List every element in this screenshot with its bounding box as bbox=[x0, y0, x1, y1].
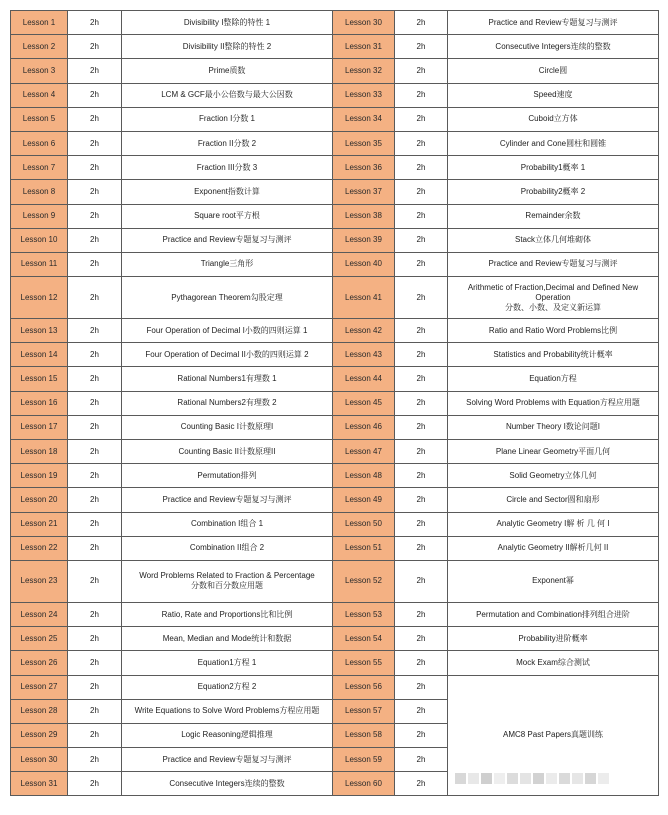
topic-text: Cuboid立方体 bbox=[528, 114, 578, 124]
lesson-hours: 2h bbox=[68, 107, 122, 131]
lesson-hours: 2h bbox=[68, 343, 122, 367]
lesson-number: Lesson 49 bbox=[333, 488, 395, 512]
lesson-hours: 2h bbox=[395, 488, 448, 512]
topic-text-cn: 分数、小数、及定义新运算 bbox=[505, 302, 601, 312]
topic-text: Rational Numbers1有理数 1 bbox=[177, 374, 277, 384]
lesson-hours: 2h bbox=[68, 204, 122, 228]
topic-text: Equation方程 bbox=[529, 374, 577, 384]
lesson-number: Lesson 43 bbox=[333, 343, 395, 367]
topic-text: Practice and Review专题复习与测评 bbox=[488, 17, 618, 27]
table-row bbox=[11, 156, 659, 180]
topic-text: Four Operation of Decimal II小数的四则运算 2 bbox=[145, 349, 309, 359]
lesson-number: Lesson 27 bbox=[11, 675, 68, 699]
blurred-watermark bbox=[455, 773, 655, 795]
lesson-hours: 2h bbox=[395, 627, 448, 651]
lesson-number: Lesson 46 bbox=[333, 415, 395, 439]
lesson-topic bbox=[448, 464, 659, 488]
topic-text: Consecutive Integers连续的整数 bbox=[169, 778, 285, 788]
lesson-number: Lesson 25 bbox=[11, 627, 68, 651]
topic-text: Fraction III分数 3 bbox=[196, 162, 258, 172]
topic-text: Analytic Geometry I解 析 几 何 I bbox=[496, 519, 610, 529]
lesson-hours: 2h bbox=[68, 699, 122, 723]
topic-text: Word Problems Related to Fraction & Percentage bbox=[139, 571, 315, 581]
lesson-hours: 2h bbox=[68, 560, 122, 602]
topic-text: Speed速度 bbox=[533, 90, 573, 100]
topic-text: Mean, Median and Mode统计和数据 bbox=[162, 633, 292, 643]
lesson-hours: 2h bbox=[68, 156, 122, 180]
lesson-topic bbox=[122, 83, 333, 107]
lesson-hours: 2h bbox=[395, 11, 448, 35]
topic-text: Combination I组合 1 bbox=[190, 519, 264, 529]
lesson-number: Lesson 24 bbox=[11, 602, 68, 626]
lesson-hours: 2h bbox=[395, 560, 448, 602]
lesson-hours: 2h bbox=[68, 488, 122, 512]
table-row bbox=[11, 391, 659, 415]
lesson-number: Lesson 30 bbox=[333, 11, 395, 35]
lesson-topic bbox=[448, 252, 659, 276]
lesson-hours: 2h bbox=[395, 180, 448, 204]
lesson-topic bbox=[448, 440, 659, 464]
lesson-number: Lesson 60 bbox=[333, 772, 395, 796]
topic-text: Remainder余数 bbox=[525, 211, 581, 221]
topic-text: Practice and Review专题复习与测评 bbox=[488, 259, 618, 269]
lesson-topic bbox=[122, 35, 333, 59]
table-row bbox=[11, 464, 659, 488]
lesson-hours: 2h bbox=[68, 651, 122, 675]
lesson-number: Lesson 14 bbox=[11, 343, 68, 367]
lesson-number: Lesson 22 bbox=[11, 536, 68, 560]
lesson-number: Lesson 31 bbox=[11, 772, 68, 796]
lesson-hours: 2h bbox=[68, 536, 122, 560]
lesson-hours: 2h bbox=[395, 772, 448, 796]
table-row bbox=[11, 488, 659, 512]
lesson-number: Lesson 53 bbox=[333, 602, 395, 626]
lesson-topic bbox=[448, 651, 659, 675]
topic-text: Exponent指数计算 bbox=[194, 186, 260, 196]
topic-text: Arithmetic of Fraction,Decimal and Defined New Operation bbox=[467, 282, 639, 302]
topic-text-cn: 分数和百分数应用题 bbox=[191, 581, 263, 591]
lesson-hours: 2h bbox=[68, 464, 122, 488]
topic-text: Fraction I分数 1 bbox=[198, 114, 255, 124]
lesson-topic bbox=[448, 35, 659, 59]
table-row bbox=[11, 512, 659, 536]
table-row bbox=[11, 415, 659, 439]
lesson-number: Lesson 35 bbox=[333, 131, 395, 155]
lesson-topic bbox=[122, 536, 333, 560]
lesson-topic bbox=[448, 11, 659, 35]
lesson-hours: 2h bbox=[68, 367, 122, 391]
table-row bbox=[11, 11, 659, 35]
lesson-topic bbox=[122, 156, 333, 180]
lesson-hours: 2h bbox=[68, 772, 122, 796]
topic-text: Equation2方程 2 bbox=[197, 682, 257, 692]
lesson-schedule-table bbox=[10, 10, 659, 796]
topic-text: Pythagorean Theorem勾股定理 bbox=[171, 292, 283, 302]
topic-text: Prime质数 bbox=[208, 65, 246, 75]
lesson-number: Lesson 40 bbox=[333, 252, 395, 276]
lesson-number: Lesson 9 bbox=[11, 204, 68, 228]
lesson-number: Lesson 50 bbox=[333, 512, 395, 536]
lesson-number: Lesson 1 bbox=[11, 11, 68, 35]
lesson-number: Lesson 2 bbox=[11, 35, 68, 59]
lesson-number: Lesson 4 bbox=[11, 83, 68, 107]
lesson-number: Lesson 8 bbox=[11, 180, 68, 204]
lesson-topic bbox=[122, 675, 333, 699]
lesson-number: Lesson 42 bbox=[333, 319, 395, 343]
lesson-topic bbox=[122, 180, 333, 204]
topic-text: Stack立体几何堆砌体 bbox=[514, 235, 591, 245]
table-row bbox=[11, 83, 659, 107]
table-row bbox=[11, 204, 659, 228]
topic-text: Counting Basic I计数原理I bbox=[180, 422, 274, 432]
lesson-number: Lesson 48 bbox=[333, 464, 395, 488]
lesson-topic bbox=[448, 228, 659, 252]
lesson-topic bbox=[122, 367, 333, 391]
lesson-hours: 2h bbox=[395, 391, 448, 415]
lesson-topic bbox=[122, 59, 333, 83]
lesson-hours: 2h bbox=[395, 440, 448, 464]
lesson-number: Lesson 54 bbox=[333, 627, 395, 651]
lesson-hours: 2h bbox=[68, 415, 122, 439]
lesson-hours: 2h bbox=[68, 440, 122, 464]
lesson-hours: 2h bbox=[68, 627, 122, 651]
topic-text: Practice and Review专题复习与测评 bbox=[162, 235, 292, 245]
lesson-number: Lesson 55 bbox=[333, 651, 395, 675]
topic-text: Divisibility I整除的特性 1 bbox=[183, 17, 271, 27]
lesson-number: Lesson 37 bbox=[333, 180, 395, 204]
lesson-topic bbox=[122, 440, 333, 464]
lesson-number: Lesson 11 bbox=[11, 252, 68, 276]
lesson-topic bbox=[122, 512, 333, 536]
lesson-number: Lesson 20 bbox=[11, 488, 68, 512]
lesson-number: Lesson 12 bbox=[11, 277, 68, 319]
topic-text: LCM & GCF最小公倍数与最大公因数 bbox=[161, 90, 293, 100]
lesson-number: Lesson 21 bbox=[11, 512, 68, 536]
lesson-number: Lesson 26 bbox=[11, 651, 68, 675]
topic-text: Circle and Sector圆和扇形 bbox=[506, 494, 600, 504]
lesson-number: Lesson 10 bbox=[11, 228, 68, 252]
table-row bbox=[11, 228, 659, 252]
table-row bbox=[11, 277, 659, 319]
lesson-number: Lesson 52 bbox=[333, 560, 395, 602]
topic-text: Probability1概率 1 bbox=[520, 162, 586, 172]
lesson-number: Lesson 58 bbox=[333, 723, 395, 747]
lesson-hours: 2h bbox=[395, 512, 448, 536]
lesson-hours: 2h bbox=[68, 277, 122, 319]
topic-text: Probability进阶概率 bbox=[518, 633, 588, 643]
lesson-hours: 2h bbox=[68, 228, 122, 252]
lesson-hours: 2h bbox=[395, 699, 448, 723]
topic-text: Ratio, Rate and Proportions比和比例 bbox=[161, 609, 293, 619]
lesson-hours: 2h bbox=[395, 107, 448, 131]
lesson-number: Lesson 59 bbox=[333, 748, 395, 772]
lesson-number: Lesson 13 bbox=[11, 319, 68, 343]
table-row bbox=[11, 675, 659, 699]
lesson-topic bbox=[122, 627, 333, 651]
lesson-number: Lesson 17 bbox=[11, 415, 68, 439]
lesson-number: Lesson 30 bbox=[11, 748, 68, 772]
lesson-hours: 2h bbox=[395, 723, 448, 747]
lesson-number: Lesson 39 bbox=[333, 228, 395, 252]
lesson-number: Lesson 51 bbox=[333, 536, 395, 560]
lesson-topic bbox=[448, 107, 659, 131]
lesson-hours: 2h bbox=[395, 536, 448, 560]
lesson-topic bbox=[122, 252, 333, 276]
lesson-number: Lesson 7 bbox=[11, 156, 68, 180]
lesson-topic bbox=[122, 748, 333, 772]
lesson-topic bbox=[122, 772, 333, 796]
lesson-topic bbox=[122, 277, 333, 319]
topic-text: Ratio and Ratio Word Problems比例 bbox=[488, 325, 618, 335]
lesson-topic bbox=[448, 560, 659, 602]
lesson-number: Lesson 33 bbox=[333, 83, 395, 107]
topic-text: Square root平方根 bbox=[194, 211, 260, 221]
topic-text: Statistics and Probability统计概率 bbox=[493, 349, 613, 359]
topic-text: Mock Exam综合测试 bbox=[516, 657, 590, 667]
topic-text: Rational Numbers2有理数 2 bbox=[177, 398, 277, 408]
lesson-number: Lesson 44 bbox=[333, 367, 395, 391]
lesson-topic bbox=[122, 11, 333, 35]
table-row bbox=[11, 180, 659, 204]
topic-text: Equation1方程 1 bbox=[197, 657, 257, 667]
lesson-hours: 2h bbox=[395, 204, 448, 228]
topic-text: Exponent幂 bbox=[532, 576, 574, 586]
lesson-number: Lesson 19 bbox=[11, 464, 68, 488]
lesson-hours: 2h bbox=[68, 748, 122, 772]
lesson-topic bbox=[122, 651, 333, 675]
table-row bbox=[11, 107, 659, 131]
topic-text: Consecutive Integers连续的整数 bbox=[495, 41, 611, 51]
lesson-number: Lesson 6 bbox=[11, 131, 68, 155]
lesson-hours: 2h bbox=[395, 367, 448, 391]
lesson-topic bbox=[448, 319, 659, 343]
topic-text: Triangle三角形 bbox=[200, 259, 254, 269]
lesson-topic bbox=[122, 415, 333, 439]
lesson-topic bbox=[122, 107, 333, 131]
lesson-topic bbox=[122, 228, 333, 252]
lesson-number: Lesson 34 bbox=[333, 107, 395, 131]
topic-text: Number Theory I数论问题I bbox=[505, 422, 601, 432]
lesson-number: Lesson 23 bbox=[11, 560, 68, 602]
table-row bbox=[11, 131, 659, 155]
topic-text: Circle圆 bbox=[538, 65, 568, 75]
lesson-hours: 2h bbox=[68, 512, 122, 536]
lesson-hours: 2h bbox=[395, 252, 448, 276]
lesson-hours: 2h bbox=[68, 59, 122, 83]
lesson-hours: 2h bbox=[68, 252, 122, 276]
topic-text: Permutation and Combination排列组合进阶 bbox=[476, 609, 630, 619]
table-row bbox=[11, 560, 659, 602]
lesson-topic bbox=[122, 560, 333, 602]
lesson-hours: 2h bbox=[395, 59, 448, 83]
lesson-hours: 2h bbox=[395, 319, 448, 343]
lesson-topic bbox=[448, 391, 659, 415]
topic-text: Fraction II分数 2 bbox=[197, 138, 257, 148]
lesson-topic bbox=[448, 602, 659, 626]
lesson-hours: 2h bbox=[68, 180, 122, 204]
topic-text: Divisibility II整除的特性 2 bbox=[182, 41, 272, 51]
lesson-number: Lesson 18 bbox=[11, 440, 68, 464]
lesson-topic bbox=[448, 59, 659, 83]
lesson-hours: 2h bbox=[395, 415, 448, 439]
lesson-topic bbox=[122, 204, 333, 228]
lesson-hours: 2h bbox=[68, 11, 122, 35]
lesson-hours: 2h bbox=[395, 131, 448, 155]
lesson-number: Lesson 47 bbox=[333, 440, 395, 464]
topic-text: Solid Geometry立体几何 bbox=[509, 470, 597, 480]
lesson-number: Lesson 32 bbox=[333, 59, 395, 83]
lesson-topic bbox=[448, 131, 659, 155]
lesson-topic bbox=[122, 343, 333, 367]
lesson-number: Lesson 56 bbox=[333, 675, 395, 699]
lesson-topic bbox=[122, 723, 333, 747]
lesson-number: Lesson 5 bbox=[11, 107, 68, 131]
table-row bbox=[11, 319, 659, 343]
lesson-number: Lesson 16 bbox=[11, 391, 68, 415]
lesson-topic bbox=[448, 627, 659, 651]
lesson-number: Lesson 41 bbox=[333, 277, 395, 319]
table-row bbox=[11, 252, 659, 276]
lesson-hours: 2h bbox=[395, 228, 448, 252]
lesson-topic bbox=[122, 602, 333, 626]
lesson-number: Lesson 45 bbox=[333, 391, 395, 415]
topic-text: Permutation排列 bbox=[197, 470, 257, 480]
lesson-topic bbox=[448, 204, 659, 228]
lesson-hours: 2h bbox=[68, 391, 122, 415]
lesson-hours: 2h bbox=[68, 83, 122, 107]
lesson-hours: 2h bbox=[395, 651, 448, 675]
table-row bbox=[11, 59, 659, 83]
table-row bbox=[11, 343, 659, 367]
lesson-topic bbox=[448, 367, 659, 391]
lesson-topic bbox=[122, 131, 333, 155]
table-row bbox=[11, 35, 659, 59]
topic-text: Write Equations to Solve Word Problems方程应用题 bbox=[134, 706, 320, 716]
topic-text: Practice and Review专题复习与测评 bbox=[162, 754, 292, 764]
lesson-number: Lesson 29 bbox=[11, 723, 68, 747]
topic-text: Practice and Review专题复习与测评 bbox=[162, 494, 292, 504]
lesson-topic bbox=[448, 83, 659, 107]
lesson-topic bbox=[122, 319, 333, 343]
topic-text: Combination II组合 2 bbox=[189, 543, 265, 553]
lesson-topic bbox=[448, 536, 659, 560]
topic-text: Four Operation of Decimal I小数的四则运算 1 bbox=[146, 325, 308, 335]
lesson-hours: 2h bbox=[395, 343, 448, 367]
topic-text: Probability2概率 2 bbox=[520, 186, 586, 196]
topic-text: Plane Linear Geometry平面几何 bbox=[495, 446, 611, 456]
table-row bbox=[11, 536, 659, 560]
lesson-hours: 2h bbox=[395, 602, 448, 626]
table-row bbox=[11, 627, 659, 651]
table-row bbox=[11, 367, 659, 391]
lesson-hours: 2h bbox=[68, 35, 122, 59]
lesson-topic bbox=[122, 699, 333, 723]
lesson-hours: 2h bbox=[68, 602, 122, 626]
lesson-number: Lesson 31 bbox=[333, 35, 395, 59]
table-row bbox=[11, 602, 659, 626]
lesson-number: Lesson 36 bbox=[333, 156, 395, 180]
lesson-topic bbox=[122, 464, 333, 488]
lesson-number: Lesson 15 bbox=[11, 367, 68, 391]
lesson-topic bbox=[448, 156, 659, 180]
topic-text: Counting Basic II计数原理II bbox=[178, 446, 276, 456]
topic-text: Solving Word Problems with Equation方程应用题 bbox=[466, 398, 640, 408]
lesson-hours: 2h bbox=[68, 319, 122, 343]
lesson-topic bbox=[448, 488, 659, 512]
lesson-number: Lesson 3 bbox=[11, 59, 68, 83]
lesson-hours: 2h bbox=[68, 723, 122, 747]
lesson-topic bbox=[448, 277, 659, 319]
lesson-topic bbox=[448, 512, 659, 536]
lesson-hours: 2h bbox=[68, 675, 122, 699]
lesson-number: Lesson 28 bbox=[11, 699, 68, 723]
table-row bbox=[11, 440, 659, 464]
lesson-topic bbox=[122, 391, 333, 415]
lesson-hours: 2h bbox=[68, 131, 122, 155]
topic-text: Cylinder and Cone圆柱和圆锥 bbox=[499, 138, 607, 148]
lesson-number: Lesson 38 bbox=[333, 204, 395, 228]
amc8-merged-topic: AMC8 Past Papers真题训练 bbox=[448, 675, 659, 796]
lesson-topic bbox=[448, 180, 659, 204]
lesson-hours: 2h bbox=[395, 83, 448, 107]
topic-text: Analytic Geometry II解析几何 II bbox=[497, 543, 609, 553]
lesson-hours: 2h bbox=[395, 748, 448, 772]
lesson-topic bbox=[122, 488, 333, 512]
lesson-hours: 2h bbox=[395, 35, 448, 59]
lesson-hours: 2h bbox=[395, 675, 448, 699]
lesson-number: Lesson 57 bbox=[333, 699, 395, 723]
table-row bbox=[11, 651, 659, 675]
lesson-topic bbox=[448, 415, 659, 439]
lesson-hours: 2h bbox=[395, 464, 448, 488]
lesson-topic bbox=[448, 343, 659, 367]
lesson-hours: 2h bbox=[395, 277, 448, 319]
lesson-hours: 2h bbox=[395, 156, 448, 180]
topic-text: Logic Reasoning逻辑推理 bbox=[181, 730, 273, 740]
